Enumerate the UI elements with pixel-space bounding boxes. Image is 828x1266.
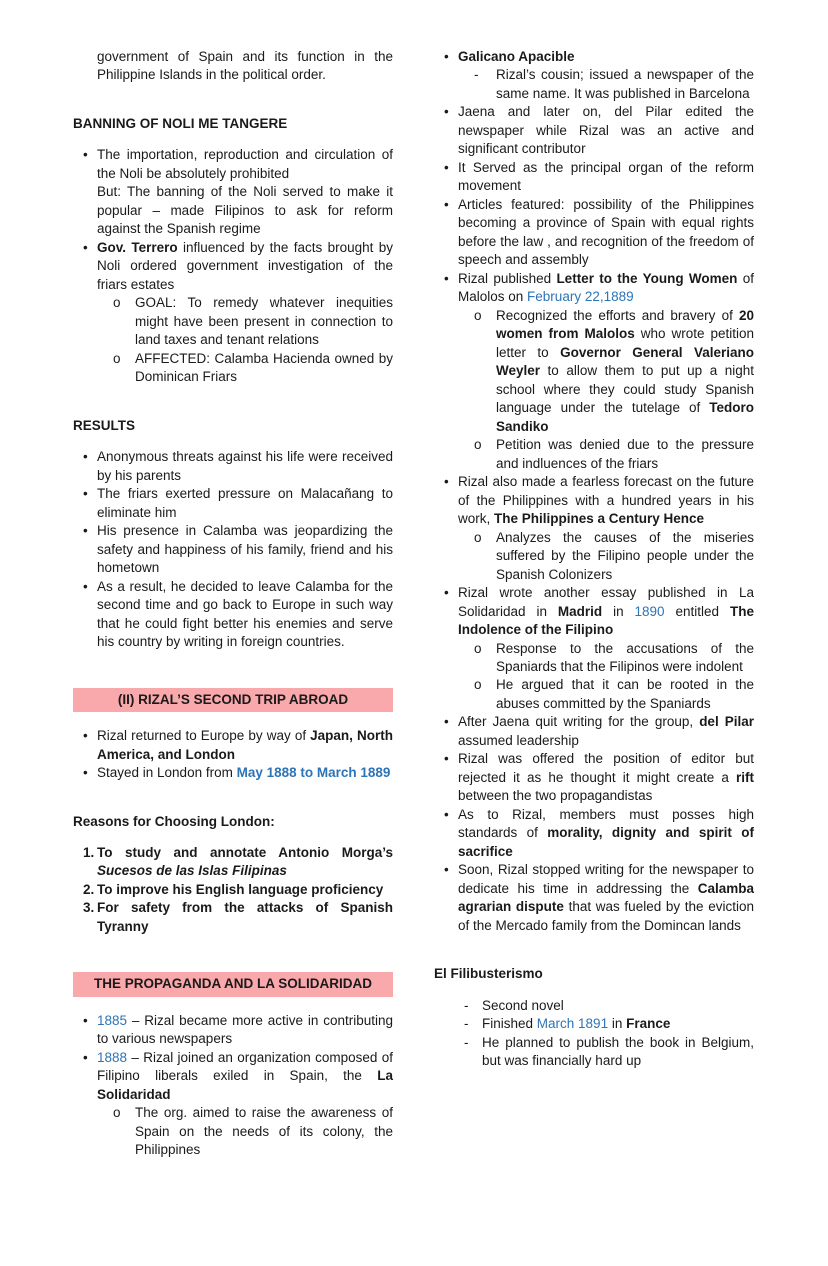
list-item xyxy=(434,713,758,750)
text-segment: But: The banning of the Noli served to make it popular – made Filipinos to ask for reform against the Spanish regime xyxy=(97,184,397,237)
text-segment: Galicano Apacible xyxy=(458,49,575,64)
list-item-text xyxy=(97,844,397,881)
bullet-marker: • xyxy=(83,449,88,465)
bullet-marker: • xyxy=(83,486,88,502)
list-number: 3. xyxy=(83,900,95,916)
bullet-list xyxy=(73,448,397,651)
text-segment: To study and annotate Antonio Morga’s xyxy=(97,844,397,860)
sub-heading xyxy=(73,813,393,831)
list-item-text xyxy=(97,448,397,485)
list-item-text xyxy=(97,485,397,522)
list-item xyxy=(73,899,397,936)
list-item xyxy=(73,844,397,881)
text-segment: Rizal published xyxy=(458,270,557,286)
text-segment: To improve his English language proficiency xyxy=(97,881,384,897)
list-item-text xyxy=(458,750,758,805)
bullet-marker: • xyxy=(444,751,449,767)
sub-list-item xyxy=(434,307,758,436)
bullet-marker: • xyxy=(444,104,449,120)
text-segment: in xyxy=(602,603,635,619)
text-segment: El Filibusterismo xyxy=(434,966,543,982)
text-segment: (II) RIZAL’S SECOND TRIP ABROAD xyxy=(117,691,349,707)
bullet-marker: - xyxy=(464,1034,469,1050)
list-item-text xyxy=(458,584,758,639)
text-segment: His presence in Calamba was jeopardizing the safety and happiness of his family, friend and his hometown xyxy=(97,523,397,576)
list-item-text xyxy=(458,48,754,66)
paragraph xyxy=(73,48,397,85)
text-segment: Japan, North America, and London xyxy=(97,728,397,762)
text-segment: 1885 xyxy=(97,1012,128,1028)
bullet-marker: • xyxy=(444,862,449,878)
text-segment: entitled xyxy=(664,603,730,619)
bullet-marker: • xyxy=(83,147,88,163)
text-segment: morality, dignity and spirit of sacrifice xyxy=(458,825,758,859)
bullet-marker: • xyxy=(83,765,88,781)
bullet-marker: • xyxy=(444,585,449,601)
text-segment: to allow them to put up a night school where they could study Spanish language under the tutelage of xyxy=(496,363,758,416)
text-segment: France xyxy=(626,1016,671,1032)
text-segment: Letter to the Young Women xyxy=(556,270,738,286)
text-segment: rift xyxy=(736,769,754,785)
bullet-list xyxy=(73,146,397,386)
list-item-text xyxy=(97,727,397,764)
list-item-text xyxy=(97,1012,397,1049)
text-segment: influenced by the facts brought by Noli ordered government investigation of the friars estates xyxy=(97,239,397,292)
bullet-marker: • xyxy=(444,270,449,286)
list-item xyxy=(434,48,754,66)
list-item-text xyxy=(482,997,754,1015)
list-item xyxy=(73,764,393,782)
list-item-text xyxy=(458,806,758,861)
list-item-text xyxy=(458,861,758,935)
sub-list-marker: o xyxy=(474,677,482,693)
text-segment: del Pilar xyxy=(699,714,755,730)
bullet-marker: • xyxy=(444,806,449,822)
text-segment: RESULTS xyxy=(73,417,136,433)
list-number: 1. xyxy=(83,844,95,860)
sub-list-item-text xyxy=(496,436,758,473)
sub-list-item-text xyxy=(496,66,758,103)
list-item-text xyxy=(458,713,758,750)
text-segment: February 22,1889 xyxy=(527,289,634,305)
sub-list-item xyxy=(73,294,397,349)
text-segment: The Philippines a Century Hence xyxy=(494,511,705,527)
bullet-marker: - xyxy=(464,1016,469,1032)
text-segment: La Solidaridad xyxy=(97,1068,397,1102)
bullet-marker: • xyxy=(83,728,88,744)
sub-list-item-text xyxy=(496,640,758,677)
list-item xyxy=(434,196,758,270)
list-item-text xyxy=(97,522,397,577)
bullet-marker: • xyxy=(444,474,449,490)
list-item xyxy=(73,1049,397,1104)
text-segment: Petition was denied due to the pressure and indluences of the friars xyxy=(496,437,758,471)
list-item-text xyxy=(97,239,397,294)
sub-list-marker: o xyxy=(474,529,482,545)
list-item-text xyxy=(458,159,758,196)
list-item xyxy=(73,485,397,522)
list-item xyxy=(434,584,758,639)
list-item-text xyxy=(97,881,393,899)
sub-list-item xyxy=(434,66,758,103)
list-item xyxy=(73,881,393,899)
list-item xyxy=(434,806,758,861)
sub-list-item xyxy=(73,1104,397,1159)
list-item xyxy=(434,861,758,935)
text-segment: He planned to publish the book in Belgium, but was financially hard up xyxy=(482,1034,758,1069)
list-item xyxy=(434,270,758,307)
sub-list-marker: o xyxy=(113,350,121,366)
text-segment: The importation, reproduction and circulation of the Noli be absolutely prohibited xyxy=(97,147,397,181)
sub-list-item-text xyxy=(135,1104,397,1159)
text-segment: Rizal’s cousin; issued a newspaper of the same name. It was published in Barcelona xyxy=(496,67,758,101)
text-segment: – Rizal became more active in contributing to various newspapers xyxy=(97,1012,397,1047)
dash-list xyxy=(434,997,758,1071)
sub-list-item xyxy=(434,676,758,713)
text-segment: As to Rizal, members must posses high standards of xyxy=(458,806,758,841)
text-segment: assumed leadership xyxy=(458,714,758,748)
text-segment: Articles featured: possibility of the Philippines becoming a province of Spain with equal rights before the law , and recognition of the freedom of speech and assembly xyxy=(458,196,758,268)
text-segment: 1890 xyxy=(634,603,665,619)
bullet-marker: • xyxy=(83,239,88,255)
text-segment: It Served as the principal organ of the reform movement xyxy=(458,159,758,194)
column-2 xyxy=(434,48,758,1160)
list-item xyxy=(434,1034,758,1071)
text-segment: Response to the accusations of the Spaniards that the Filipinos were indolent xyxy=(496,640,758,674)
list-item-text xyxy=(97,1049,397,1104)
text-segment: government of Spain and its function in the Philippine Islands in the political order. xyxy=(97,49,397,83)
text-segment: Rizal was offered the position of editor but rejected it as he thought it might create a xyxy=(458,751,758,785)
sub-list-marker: o xyxy=(113,1105,121,1121)
text-segment: – Rizal joined an organization composed of Filipino liberals exiled in Spain, the xyxy=(97,1049,397,1084)
bullet-list xyxy=(73,1012,397,1160)
sub-list-item xyxy=(434,436,758,473)
bullet-marker: • xyxy=(83,523,88,539)
text-segment: AFFECTED: Calamba Hacienda owned by Dominican Friars xyxy=(135,350,397,385)
numbered-list xyxy=(73,844,397,936)
sub-list-item-text xyxy=(496,676,758,713)
bullet-marker: • xyxy=(83,1012,88,1028)
bullet-marker: • xyxy=(444,196,449,212)
text-segment: Governor General Valeriano Weyler xyxy=(496,344,758,379)
bullet-list xyxy=(434,48,758,935)
text-segment: Analyzes the causes of the miseries suffered by the Filipino people under the Spanish Colonizers xyxy=(496,529,758,582)
list-item xyxy=(73,727,397,764)
text-segment: Second novel xyxy=(482,997,564,1013)
text-segment: in xyxy=(608,1016,627,1032)
text-segment: March 1891 xyxy=(536,1016,609,1032)
list-item xyxy=(434,1015,754,1033)
list-item-text xyxy=(97,764,393,782)
text-segment: Rizal wrote another essay published in La Solidaridad in xyxy=(458,585,758,619)
text-segment: Sucesos de las Islas Filipinas xyxy=(97,863,287,879)
sub-heading xyxy=(434,965,754,983)
text-segment: that was fueled by the eviction of the Mercado family from the Domincan lands xyxy=(458,899,758,933)
list-item xyxy=(73,1012,397,1049)
bullet-marker: • xyxy=(444,49,449,64)
text-segment: who wrote petition letter to xyxy=(496,326,758,360)
sub-list-marker: o xyxy=(474,640,482,656)
sub-list-item xyxy=(73,350,397,387)
text-segment: May 1888 to March 1889 xyxy=(236,765,391,781)
text-segment: The org. aimed to raise the awareness of Spain on the needs of its colony, the Philippines xyxy=(135,1105,397,1158)
text-segment: As a result, he decided to leave Calamba for the second time and go back to Europe in such way that he could fight better his enemies and serve his country by writing in foreign countries. xyxy=(97,578,397,650)
text-segment: Finished xyxy=(482,1016,537,1032)
bullet-marker: • xyxy=(83,578,88,594)
text-segment: GOAL: To remedy whatever inequities might have been present in connection to land taxes and tenant relations xyxy=(135,295,397,348)
text-segment: 20 women from Malolos xyxy=(496,307,758,342)
sub-list-marker: - xyxy=(474,67,479,83)
text-segment: The Indolence of the Filipino xyxy=(458,603,758,638)
text-segment: Stayed in London from xyxy=(97,765,237,781)
text-segment: For safety from the attacks of Spanish Tyranny xyxy=(97,900,397,934)
text-segment: 1888 xyxy=(97,1049,128,1065)
text-segment: Rizal returned to Europe by way of xyxy=(97,728,311,744)
bullet-list xyxy=(73,727,397,782)
text-segment: Recognized the efforts and bravery of xyxy=(496,307,739,323)
column-1 xyxy=(73,48,397,1160)
bullet-marker: • xyxy=(83,1049,88,1065)
list-item-text xyxy=(97,146,397,238)
sub-list-item-text xyxy=(496,529,758,584)
list-item-text xyxy=(97,578,397,652)
list-item-text xyxy=(482,1034,758,1071)
section-heading xyxy=(73,417,393,435)
sub-list-item-text xyxy=(135,350,397,387)
sub-list-marker: o xyxy=(113,295,121,311)
text-segment: Anonymous threats against his life were received by his parents xyxy=(97,449,397,483)
text-segment: Gov. Terrero xyxy=(97,239,178,255)
text-segment: between the two propagandistas xyxy=(458,769,758,804)
list-item xyxy=(434,997,754,1015)
text-segment: Tedoro Sandiko xyxy=(496,400,758,434)
list-item xyxy=(73,239,397,294)
text-segment: Soon, Rizal stopped writing for the newspaper to dedicate his time in addressing the xyxy=(458,862,758,896)
section-heading xyxy=(73,115,393,133)
text-segment: The friars exerted pressure on Malacañang to eliminate him xyxy=(97,486,397,520)
list-item xyxy=(434,159,758,196)
list-item xyxy=(434,103,758,158)
list-number: 2. xyxy=(83,881,95,897)
text-segment: Rizal also made a fearless forecast on the future of the Philippines with a hundred years in his work, xyxy=(458,474,758,527)
list-item xyxy=(73,578,397,652)
list-item-text xyxy=(97,899,397,936)
text-segment: of Malolos on xyxy=(458,270,758,305)
bullet-marker: • xyxy=(444,714,449,730)
sub-list-marker: o xyxy=(474,307,482,323)
text-segment: After Jaena quit writing for the group, xyxy=(458,714,700,730)
list-item-text xyxy=(482,1015,754,1033)
text-segment: Calamba agrarian dispute xyxy=(458,880,758,915)
list-item-text xyxy=(458,196,758,270)
bullet-marker: - xyxy=(464,997,469,1013)
text-segment: Jaena and later on, del Pilar edited the newspaper while Rizal was an active and significant contributor xyxy=(458,104,758,157)
list-item xyxy=(434,750,758,805)
sub-list-marker: o xyxy=(474,437,482,453)
highlight-heading xyxy=(73,688,393,712)
bullet-marker: • xyxy=(444,159,449,175)
list-item-text xyxy=(458,270,758,307)
list-item xyxy=(73,146,397,238)
text-segment: He argued that it can be rooted in the abuses committed by the Spaniards xyxy=(496,677,758,711)
text-segment: THE PROPAGANDA AND LA SOLIDARIDAD xyxy=(94,976,372,992)
highlight-heading xyxy=(73,972,393,996)
list-item-text xyxy=(458,473,758,528)
sub-list-item-text xyxy=(496,307,758,436)
sub-list-item-text xyxy=(135,294,397,349)
sub-list-item xyxy=(434,640,758,677)
list-item xyxy=(73,448,397,485)
list-item xyxy=(434,473,758,528)
list-item-text xyxy=(458,103,758,158)
list-item xyxy=(73,522,397,577)
text-segment: Madrid xyxy=(557,603,603,619)
text-segment: Reasons for Choosing London: xyxy=(73,813,275,829)
text-segment: BANNING OF NOLI ME TANGERE xyxy=(73,115,288,131)
sub-list-item xyxy=(434,529,758,584)
